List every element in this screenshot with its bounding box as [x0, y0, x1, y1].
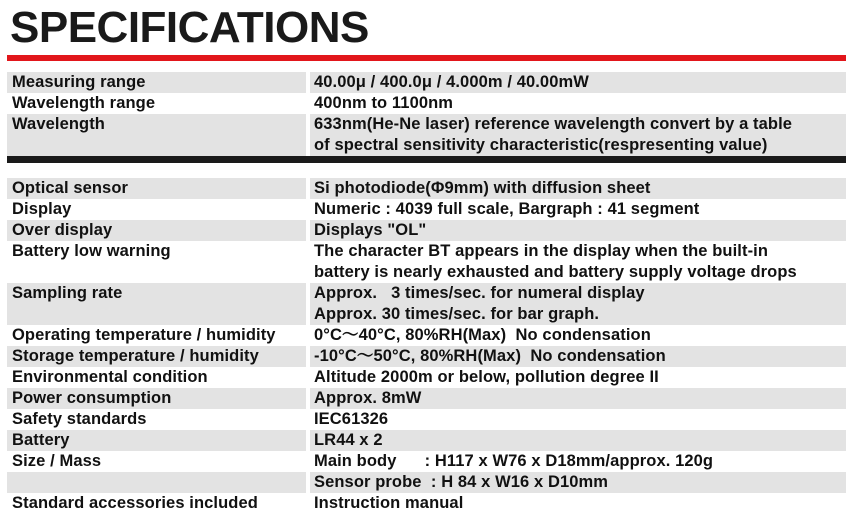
spec-value-line: -10°C～50°C, 80%RH(Max) No condensation — [314, 347, 666, 365]
spec-value-line: Approx. 8mW — [314, 389, 422, 407]
spec-row — [7, 430, 846, 451]
section-divider-rule — [7, 156, 846, 163]
spec-row — [7, 451, 846, 472]
spec-row — [7, 472, 846, 493]
spec-value — [310, 241, 846, 283]
spec-value-line: 0°C～40°C, 80%RH(Max) No condensation — [314, 326, 651, 344]
spec-row — [7, 220, 846, 241]
spec-label: Battery low warning — [12, 242, 171, 260]
spec-value — [310, 346, 846, 367]
spec-value — [310, 430, 846, 451]
spec-label: Wavelength — [7, 114, 306, 156]
spec-value — [310, 451, 846, 472]
spec-value — [310, 72, 846, 93]
spec-value-line: IEC61326 — [314, 410, 389, 428]
spec-label: Safety standards — [12, 410, 147, 428]
spec-value — [310, 93, 846, 114]
spec-value-line: Instruction manual — [314, 494, 464, 512]
spec-value — [310, 178, 846, 199]
spec-value-line: LR44 x 2 — [314, 431, 383, 449]
spec-value-line: of spectral sensitivity characteristic(respresenting value) — [314, 136, 768, 154]
spec-value — [310, 472, 846, 493]
spec-label — [7, 472, 306, 493]
spec-label: Power consumption — [7, 388, 306, 409]
spec-value-line: The character BT appears in the display when the built-in — [314, 242, 769, 260]
spec-row — [7, 283, 846, 325]
spec-row — [7, 367, 846, 388]
spec-row — [7, 114, 846, 156]
spec-row — [7, 409, 846, 430]
spec-label: Sampling rate — [7, 283, 306, 325]
spec-value-line: battery is nearly exhausted and battery supply voltage drops — [314, 263, 797, 281]
spec-value-line: 40.00μ / 400.0μ / 4.000m / 40.00mW — [314, 73, 589, 91]
page-title: SPECIFICATIONS — [10, 3, 369, 52]
spec-label: Optical sensor — [7, 178, 306, 199]
spec-row — [7, 493, 846, 514]
spec-label: Battery — [7, 430, 306, 451]
spec-label: Environmental condition — [12, 368, 208, 386]
spec-row — [7, 388, 846, 409]
spec-label: Size / Mass — [12, 452, 102, 470]
spec-value-line: Numeric : 4039 full scale, Bargraph : 41 segment — [314, 200, 700, 218]
spec-label: Operating temperature / humidity — [12, 326, 276, 344]
spec-label: Measuring range — [7, 72, 306, 93]
spec-value — [310, 220, 846, 241]
spec-label: Over display — [7, 220, 306, 241]
spec-value-line: Approx. 3 times/sec. for numeral display — [314, 284, 645, 302]
spec-value-line: Sensor probe : H 84 x W16 x D10mm — [314, 473, 609, 491]
spec-value — [310, 325, 846, 346]
spec-value — [310, 409, 846, 430]
spec-row — [7, 346, 846, 367]
spec-value — [310, 493, 846, 514]
spec-row — [7, 325, 846, 346]
title-underline-rule — [7, 55, 846, 61]
spec-value — [310, 388, 846, 409]
spec-row — [7, 241, 846, 283]
spec-value — [310, 114, 846, 156]
spec-value — [310, 367, 846, 388]
spec-table-measurement — [7, 72, 846, 156]
spec-row — [7, 72, 846, 93]
spec-label: Display — [12, 200, 72, 218]
spec-value-line: Altitude 2000m or below, pollution degree II — [314, 368, 659, 386]
spec-row — [7, 93, 846, 114]
spec-value-line: Main body : H117 x W76 x D18mm/approx. 120g — [314, 452, 714, 470]
spec-value-line: 633nm(He-Ne laser) reference wavelength convert by a table — [314, 115, 793, 133]
spec-value — [310, 283, 846, 325]
spec-value-line: Si photodiode(Φ9mm) with diffusion sheet — [314, 179, 651, 197]
spec-table-general — [7, 178, 846, 514]
spec-label: Standard accessories included — [12, 494, 258, 512]
spec-label: Storage temperature / humidity — [7, 346, 306, 367]
spec-value-line: Approx. 30 times/sec. for bar graph. — [314, 305, 600, 323]
spec-label: Wavelength range — [12, 94, 156, 112]
spec-value-line: 400nm to 1100nm — [314, 94, 454, 112]
spec-value-line: Displays "OL" — [314, 221, 427, 239]
spec-row — [7, 178, 846, 199]
spec-row — [7, 199, 846, 220]
spec-value — [310, 199, 846, 220]
